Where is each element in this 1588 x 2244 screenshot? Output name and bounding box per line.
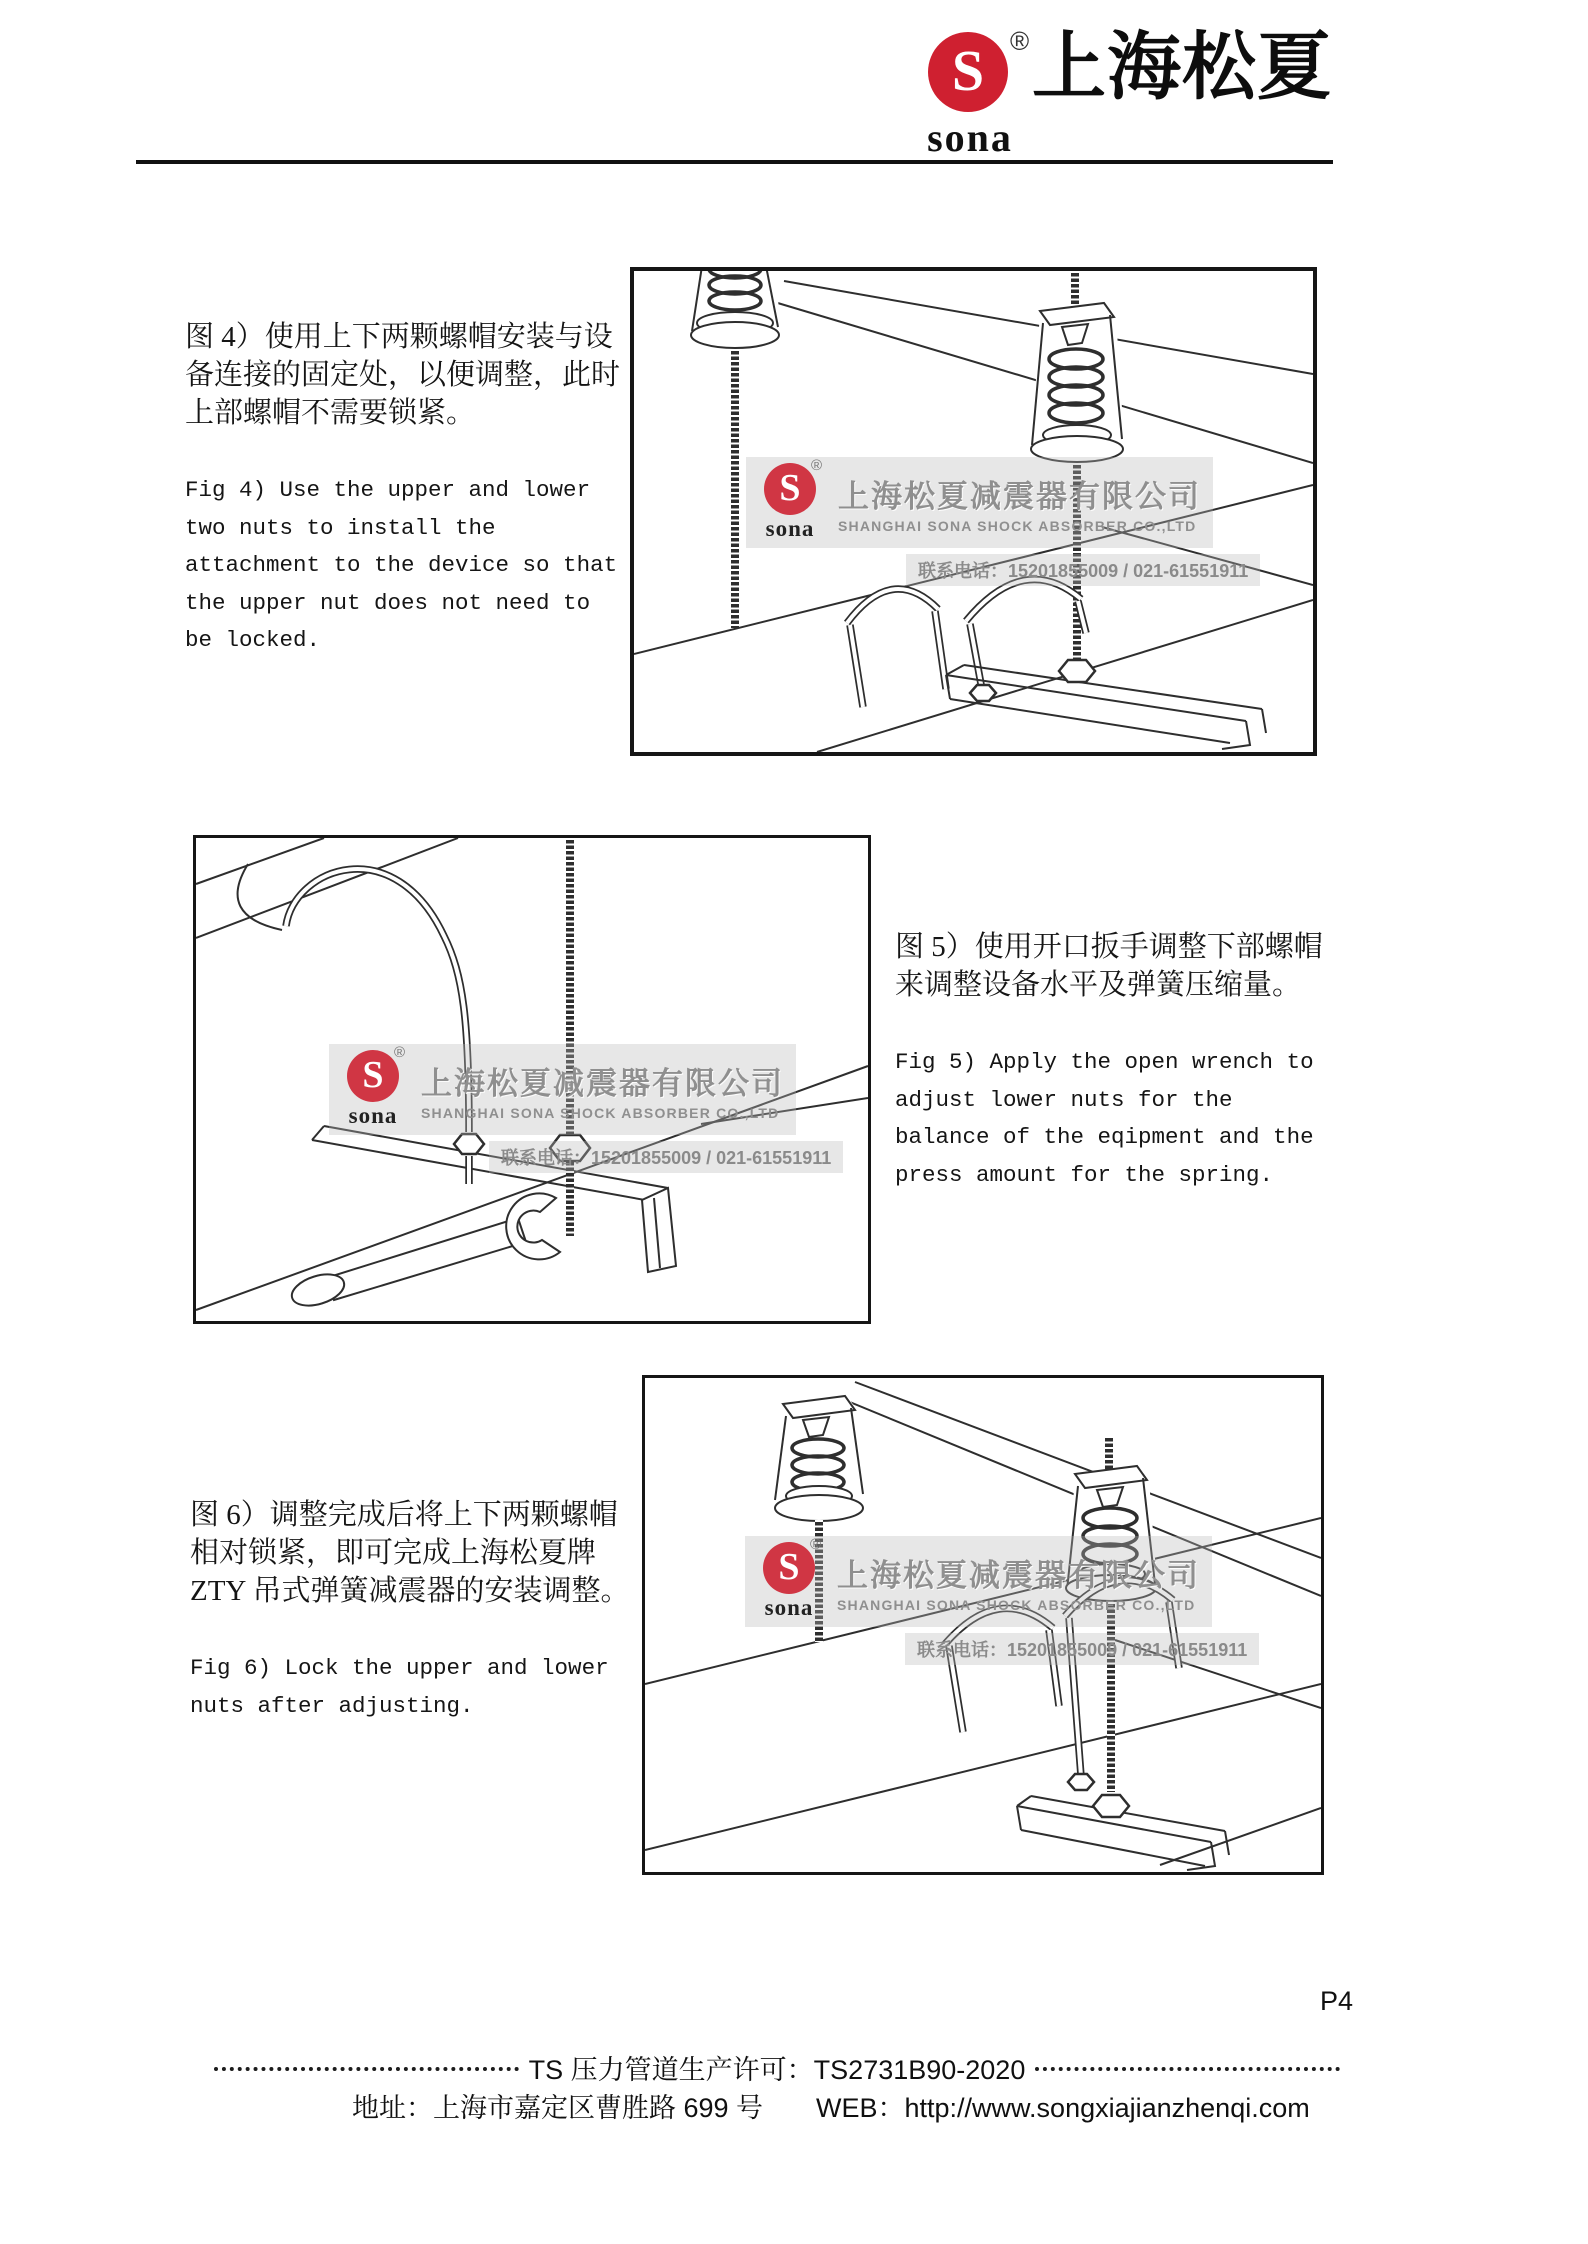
logo-wordmark: sona — [927, 115, 1013, 160]
hex-nut-ubolt — [1068, 1774, 1094, 1790]
hex-nut-rod — [1059, 660, 1095, 682]
fig4-en-line: two nuts to install the — [185, 514, 496, 541]
fig4-cn-line: 备连接的固定处，以便调整，此时 — [185, 359, 621, 391]
open-wrench — [288, 1193, 560, 1311]
fig4-en-line: Fig 4) Use the upper and lower — [185, 477, 591, 503]
registered-mark-icon: ® — [809, 1536, 821, 1553]
pipe — [196, 838, 868, 1310]
watermark-phone: 联系电话：15201855009 / 021-61551911 — [489, 1141, 843, 1173]
fig6-cn-line: 图 6）调整完成后将上下两颗螺帽 — [190, 1499, 618, 1531]
watermark-phone: 联系电话：15201855009 / 021-61551911 — [905, 1633, 1259, 1665]
fig6-en-line: Fig 6) Lock the upper and lower — [190, 1655, 609, 1681]
watermark-company-cn: 上海松夏减震器有限公司 — [421, 1066, 784, 1101]
logo-initial: S — [951, 37, 985, 103]
header-divider — [136, 160, 1333, 164]
fig4-en-line: the upper nut does not need to — [185, 589, 591, 616]
watermark-phone: 联系电话：15201855009 / 021-61551911 — [906, 554, 1260, 586]
fig5-en-line: press amount for the spring. — [895, 1161, 1274, 1188]
watermark-company-en: SHANGHAI SONA SHOCK ABSORBER CO.,LTD — [838, 518, 1197, 534]
fig5-en-line: Fig 5) Apply the open wrench to — [895, 1049, 1314, 1075]
u-bolt-clamp-left — [847, 589, 946, 707]
brand-title: 上海松夏 — [1032, 27, 1332, 109]
figure-5-drawing — [193, 835, 871, 1324]
fig6-text-block — [190, 1496, 630, 1725]
sona-logo-icon: S ® — [764, 463, 816, 515]
fig5-en-line: adjust lower nuts for the — [895, 1086, 1233, 1113]
fig4-en-line: attachment to the device so that — [185, 552, 618, 578]
fig5-line-art — [196, 838, 868, 1321]
fig4-cn-line: 上部螺帽不需要锁紧。 — [185, 397, 476, 429]
footer-license-row — [214, 2048, 1340, 2087]
hex-nut-rod — [1093, 1795, 1129, 1817]
page-number: P4 — [1320, 1986, 1354, 2016]
hanger-isolator-left — [691, 271, 780, 628]
figure-4-drawing — [630, 267, 1317, 756]
company-logo — [922, 26, 1030, 160]
fig4-text-block — [185, 318, 620, 660]
pipe — [645, 1518, 1321, 1850]
fig4-line-art — [634, 271, 1313, 752]
hex-nut-ubolt — [970, 685, 996, 701]
watermark-logo-text: sona — [764, 1595, 814, 1620]
footer-license-text: TS 压力管道生产许可：TS2731B90-2020 — [528, 2055, 1026, 2085]
u-bolt-clamp-right — [1065, 1580, 1179, 1776]
registered-mark-icon: ® — [393, 1044, 405, 1061]
footer-address: 地址：上海市嘉定区曹胜路 699 号 — [352, 2093, 764, 2123]
fig6-line-art — [645, 1378, 1321, 1872]
watermark-logo-text: sona — [348, 1103, 398, 1128]
fig5-cn-line: 图 5）使用开口扳手调整下部螺帽 — [895, 931, 1323, 963]
fig5-text-block — [895, 928, 1323, 1194]
fig4-cn-line: 图 4）使用上下两颗螺帽安装与设 — [185, 321, 613, 353]
footer-website: WEB：http://www.songxiajianzhenqi.com — [816, 2093, 1310, 2123]
watermark-company-en: SHANGHAI SONA SHOCK ABSORBER CO.,LTD — [837, 1597, 1196, 1613]
fig5-en-line: balance of the eqipment and the — [895, 1124, 1314, 1150]
watermark-company-cn: 上海松夏减震器有限公司 — [837, 1558, 1200, 1593]
registered-mark-icon: ® — [810, 457, 822, 474]
fig5-cn-line: 来调整设备水平及弹簧压缩量。 — [895, 969, 1302, 1001]
sona-logo-icon: S ® — [763, 1542, 815, 1594]
hex-nut-rod — [550, 1135, 590, 1161]
sona-logo-icon — [928, 32, 1008, 112]
u-bolt-clamp-left — [945, 1608, 1059, 1732]
fig6-cn-line: ZTY 吊式弹簧减震器的安装调整。 — [190, 1575, 630, 1607]
figure-6-drawing — [642, 1375, 1324, 1875]
hanger-isolator-left — [775, 1396, 865, 1642]
channel-bracket — [946, 665, 1266, 749]
dotted-leader-left — [214, 2067, 519, 2071]
ceiling-lines — [840, 1382, 1321, 1865]
dotted-leader-right — [1035, 2067, 1340, 2071]
watermark-company-en: SHANGHAI SONA SHOCK ABSORBER CO.,LTD — [421, 1105, 780, 1121]
fig4-en-line: be locked. — [185, 627, 321, 653]
watermark-company-cn: 上海松夏减震器有限公司 — [838, 479, 1201, 514]
registered-mark-icon: ® — [1010, 26, 1030, 56]
sona-logo-icon: S ® — [347, 1050, 399, 1102]
watermark-logo-text: sona — [765, 516, 815, 541]
fig6-en-line: nuts after adjusting. — [190, 1692, 474, 1719]
u-bolt-clamp — [286, 869, 469, 1184]
fig6-cn-line: 相对锁紧，即可完成上海松夏牌 — [190, 1537, 597, 1569]
hex-nut-ubolt — [454, 1134, 484, 1154]
